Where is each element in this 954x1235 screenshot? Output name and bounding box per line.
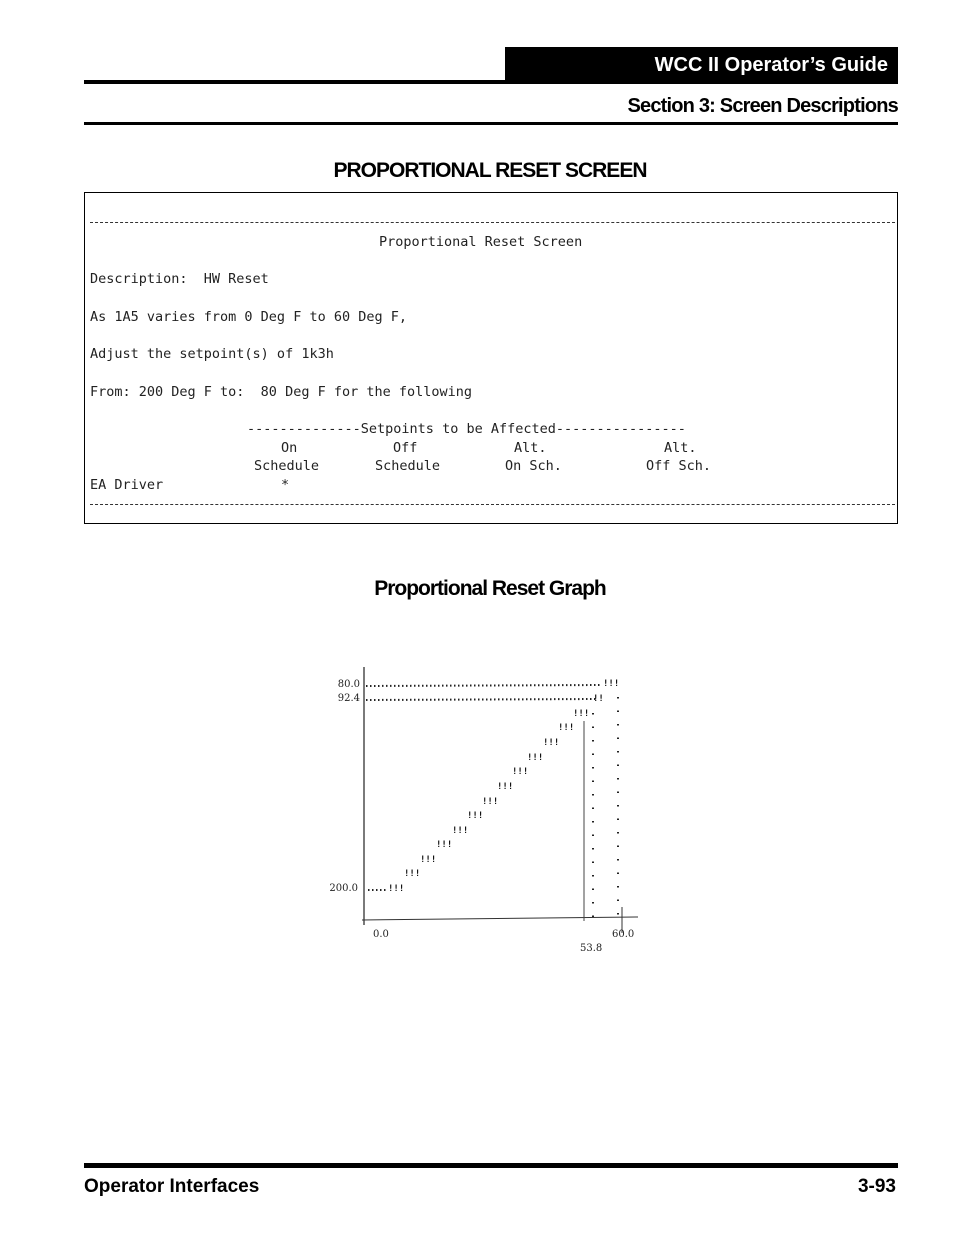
svg-text:!!!: !!! xyxy=(388,884,405,894)
guide-title: WCC II Operator’s Guide xyxy=(505,47,898,83)
footer-section-name: Operator Interfaces xyxy=(84,1176,260,1197)
terminal-screen xyxy=(84,192,898,524)
screen-heading: PROPORTIONAL RESET SCREEN xyxy=(333,159,647,182)
column-2-line-2: Schedule xyxy=(375,458,441,474)
row-label: EA Driver xyxy=(90,477,164,493)
column-3-line-2: On Sch. xyxy=(505,458,562,474)
x-label-breakpoint: 53.8 xyxy=(580,943,603,954)
x-label-start: 0.0 xyxy=(373,929,389,940)
bottom-dash-rule xyxy=(90,504,895,505)
svg-text:!!!: !!! xyxy=(603,679,620,689)
reset-line-markers xyxy=(388,679,619,894)
section-title: Section 3: Screen Descriptions xyxy=(627,95,898,117)
adjust-line: Adjust the setpoint(s) of 1k3h xyxy=(90,346,334,362)
footer-rule xyxy=(84,1163,898,1168)
column-2-line-1: Off xyxy=(393,440,418,456)
svg-text:!!!: !!! xyxy=(558,723,575,733)
svg-text:!!: !! xyxy=(593,694,604,704)
header-rule xyxy=(84,80,898,84)
section-rule xyxy=(84,122,898,125)
graph-heading: Proportional Reset Graph xyxy=(374,577,606,600)
column-4-line-2: Off Sch. xyxy=(646,458,712,474)
svg-text:!!!: !!! xyxy=(420,855,437,865)
top-dash-rule xyxy=(90,222,895,223)
svg-text:!!!: !!! xyxy=(573,709,590,719)
setpoints-header: --------------Setpoints to be Affected---------------- xyxy=(247,421,686,437)
lower-dotted-line xyxy=(366,699,596,700)
svg-text:!!!: !!! xyxy=(482,797,499,807)
column-1-line-2: Schedule xyxy=(254,458,320,474)
y-label-mid: 92.4 xyxy=(337,693,360,704)
y-label-top: 80.0 xyxy=(337,679,360,690)
column-1-line-1: On xyxy=(281,440,298,456)
svg-text:!!!: !!! xyxy=(497,782,514,792)
from-line: From: 200 Deg F to: 80 Deg F for the following xyxy=(90,384,473,400)
screen-title: Proportional Reset Screen xyxy=(379,234,583,250)
svg-text:!!!: !!! xyxy=(543,738,560,748)
column-3-line-1: Alt. xyxy=(514,440,547,456)
svg-text:!!!: !!! xyxy=(404,869,421,879)
y-label-bottom: 200.0 xyxy=(329,883,358,894)
description-line: Description: HW Reset xyxy=(90,271,269,287)
x-axis xyxy=(362,917,638,920)
column-4-line-1: Alt. xyxy=(664,440,697,456)
svg-text:!!!: !!! xyxy=(527,753,544,763)
proportional-reset-graph xyxy=(300,625,680,965)
upper-dotted-line xyxy=(366,685,602,686)
page-number: 3-93 xyxy=(857,1176,896,1197)
varies-line: As 1A5 varies from 0 Deg F to 60 Deg F, xyxy=(90,309,407,325)
row-mark: * xyxy=(281,477,290,493)
svg-text:!!!: !!! xyxy=(436,840,453,850)
svg-text:!!!: !!! xyxy=(467,811,484,821)
x-label-end: 60.0 xyxy=(612,929,635,940)
svg-text:!!!: !!! xyxy=(452,826,469,836)
svg-text:!!!: !!! xyxy=(512,767,529,777)
